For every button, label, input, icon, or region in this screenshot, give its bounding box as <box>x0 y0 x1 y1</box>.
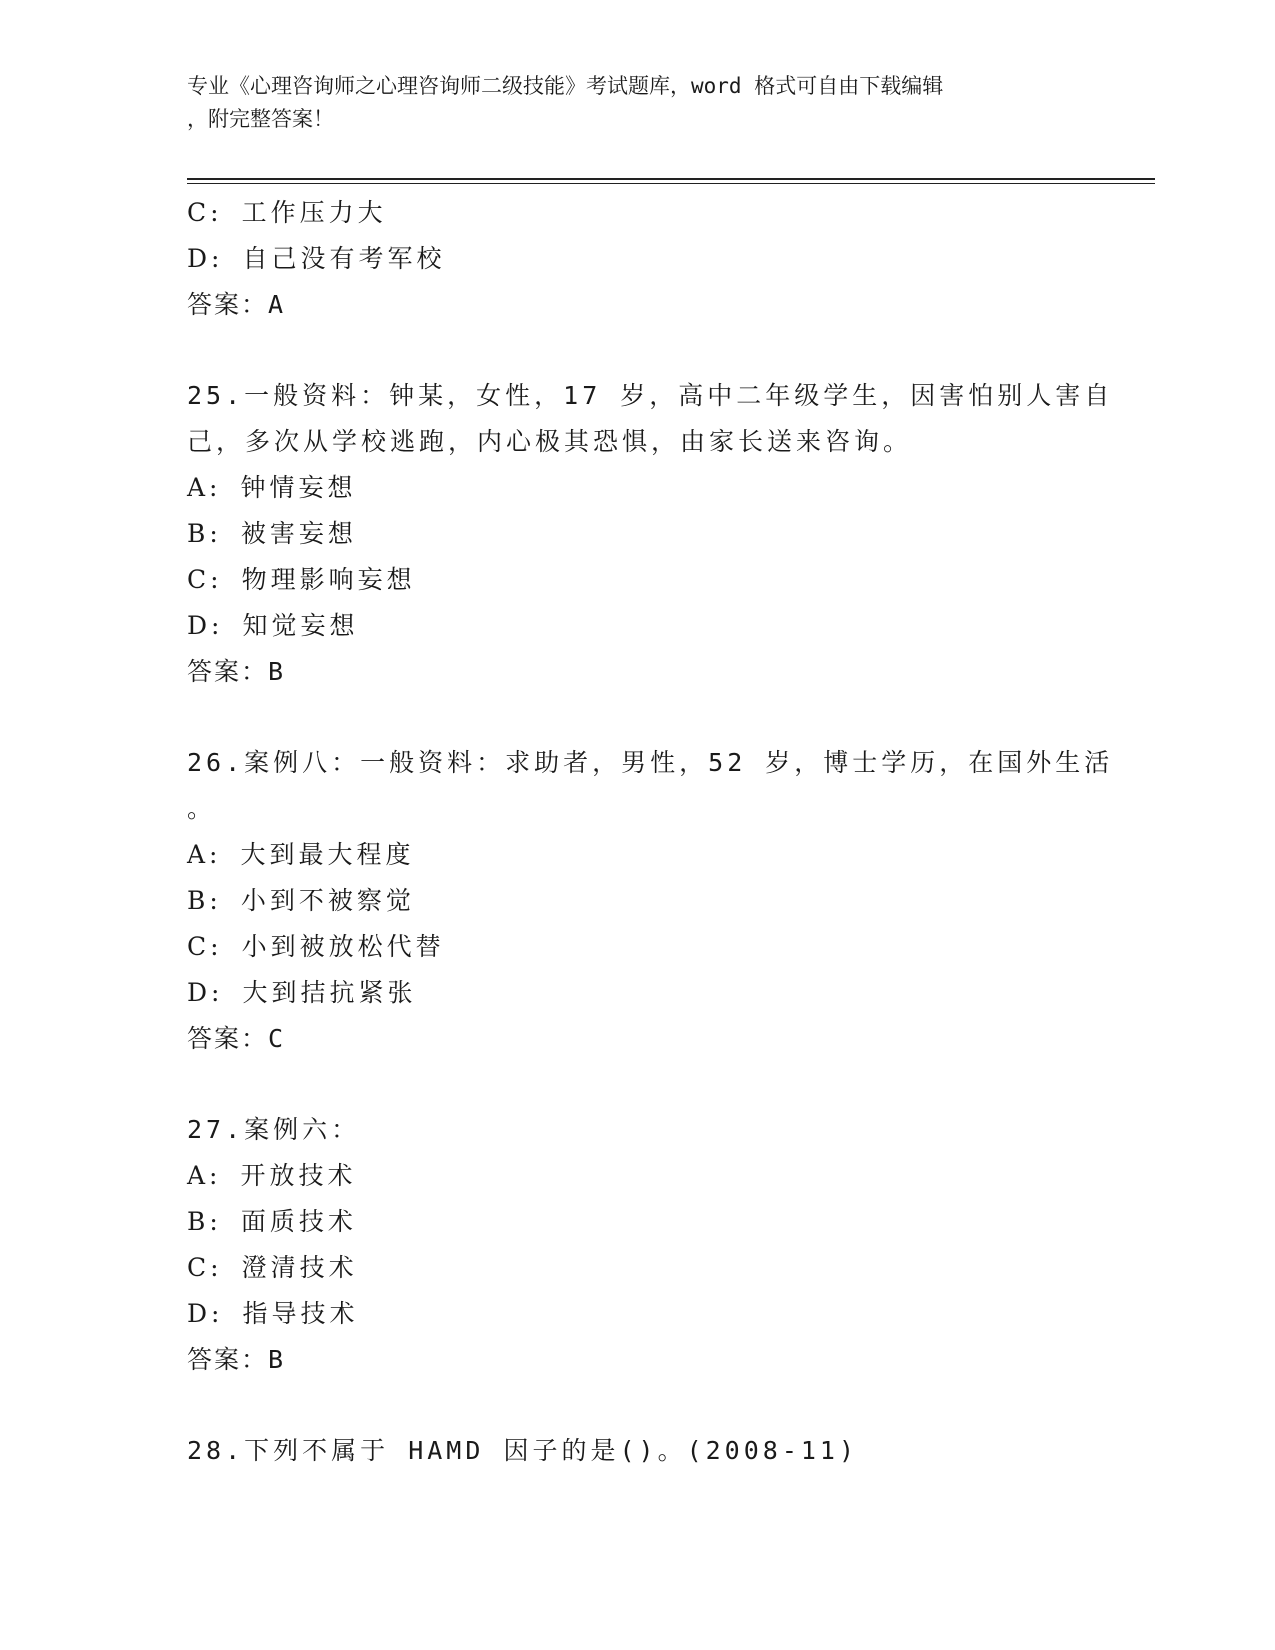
header-divider-thin <box>187 183 1155 184</box>
option-line: D: 大到拮抗紧张 <box>187 978 417 1007</box>
option-line: D: 指导技术 <box>187 1299 359 1328</box>
question-stem: 25.一般资料：钟某，女性，17 岁，高中二年级学生，因害怕别人害自 <box>187 381 1114 410</box>
option-line: B: 被害妄想 <box>187 519 357 548</box>
option-line: B: 小到不被察觉 <box>187 886 415 915</box>
question-stem: 己，多次从学校逃跑，内心极其恐惧，由家长送来咨询。 <box>187 427 913 456</box>
option-line: A: 钟情妄想 <box>187 473 357 502</box>
answer-line: 答案：A <box>187 290 286 319</box>
question-stem: 。 <box>187 794 217 823</box>
question-stem: 26.案例八：一般资料：求助者，男性，52 岁，博士学历，在国外生活 <box>187 748 1114 777</box>
answer-line: 答案：C <box>187 1024 286 1053</box>
option-line: C: 工作压力大 <box>187 198 387 227</box>
option-line: C: 物理影响妄想 <box>187 565 416 594</box>
question-stem: 28.下列不属于 HAMD 因子的是()。(2008-11) <box>187 1436 859 1465</box>
header-line-1: 专业《心理咨询师之心理咨询师二级技能》考试题库，word 格式可自由下载编辑 <box>187 74 944 98</box>
document-header <box>187 70 1067 136</box>
option-line: D: 知觉妄想 <box>187 611 359 640</box>
option-line: B: 面质技术 <box>187 1207 357 1236</box>
question-content <box>187 190 1114 1474</box>
option-line: C: 澄清技术 <box>187 1253 358 1282</box>
answer-line: 答案：B <box>187 1345 286 1374</box>
option-line: A: 开放技术 <box>187 1161 357 1190</box>
option-line: A: 大到最大程度 <box>187 840 415 869</box>
option-line: D: 自己没有考军校 <box>187 244 446 273</box>
question-stem: 27.案例六： <box>187 1115 361 1144</box>
header-line-2: ，附完整答案！ <box>187 107 334 131</box>
header-divider-thick <box>187 178 1155 180</box>
option-line: C: 小到被放松代替 <box>187 932 445 961</box>
answer-line: 答案：B <box>187 657 286 686</box>
